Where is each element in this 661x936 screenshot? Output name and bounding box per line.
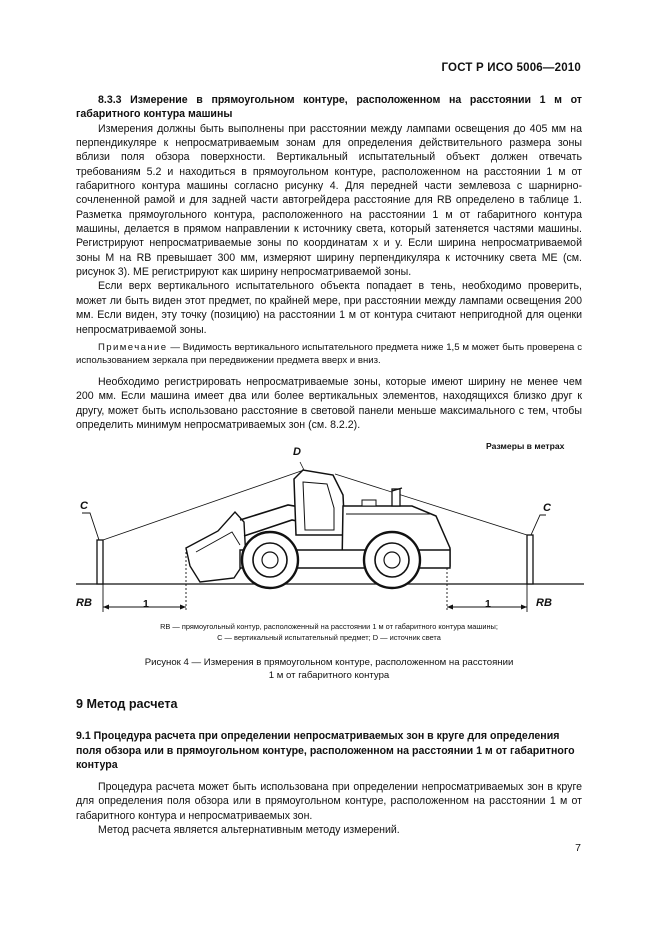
loader-cab [294,470,345,535]
light-ray-left [103,470,304,540]
page-number: 7 [575,842,581,854]
dimension-left: 1 [143,598,149,610]
paragraph: Если верх вертикального испытательного объекта попадает в тень, необходимо проверить, может ли быть виден этот предмет, по крайней мере, при расстоянии между лампами освещения 200 мм. Если виден, эту точку (позицию) на расстоянии 1 м от контура считают непригодной для оценки непросматриваемой зоны. [76,280,582,336]
section-9-1-title: 9.1 Процедура расчета при определении непросматриваемых зон в круге для определения поля обзора или в прямоугольном контуре, расположенном на расстоянии 1 м от габаритного контура [76,730,575,771]
front-wheel [242,532,298,588]
leader-c-right [531,515,546,535]
paragraph: Измерения должны быть выполнены при расстоянии между лампами освещения до 405 мм на перпендикуляре к непросматриваемым зонам для определения действительного размера зоны вблизи поля обзора поверхности. Вертикальный испытательный объект должен отвечать требованиям 5.2 и находиться в прямоугольном контуре, расположенном на расстоянии 1 м от габаритного контура машины согласно рисунку 4. Для передней части землевоза с шарнирно-сочлененной рамой и для задней части автогрейдера расстояние для RB определено в таблице 1. Разметка прямоугольного контура, расположенного на расстоянии 1 м от габаритного контура машины, делается в прямом направлении к источнику света, который затеняется частями машины. Регистрируют непросматриваемые зоны по координатам x и y. Если ширина непросматриваемой зоны M на RB превышает 300 мм, измеряют ширину перпендикуляра к источнику света ME (см. рисунок 3). ME регистрируют как ширину непросматриваемой зоны. [76,122,582,279]
section-9-1-body [76,780,582,837]
leader-d [300,462,304,470]
leader-c-left [82,513,99,540]
label-light-source: D [293,446,301,458]
label-test-object-right: C [543,502,551,514]
standard-header: ГОСТ Р ИСО 5006—2010 [441,62,581,74]
note-label: Примечание [98,341,168,353]
test-object-left [97,540,103,584]
paragraph: Метод расчета является альтернативным методу измерений. [98,824,400,837]
paragraph: Процедура расчета может быть использована при определении непросматриваемых зон в круге для определения поля обзора или в прямоугольном контуре, расположенном на расстоянии 1 м от габаритного контура и непросматриваемых зон. [76,781,582,822]
loader-bucket [186,512,246,582]
test-object-right [527,535,533,584]
label-contour-left: RB [76,597,92,609]
caption-line: 1 м от габаритного контура [268,670,390,681]
paragraph: Необходимо регистрировать непросматриваемые зоны, которые имеют ширину не менее чем 200 мм. Если машина имеет два или более вертикальных элементов, находящихся близко друг к другу, может быть использовано расстояние в световой панели меньше максимального с тем, чтобы определить минимум непросматриваемых зон (см. 8.2.2). [76,376,582,432]
label-contour-right: RB [536,597,552,609]
section-9-title: 9 Метод расчета [76,697,178,711]
legend-line: RB — прямоугольный контур, расположенный на расстоянии 1 м от габаритного контура машины; [160,622,498,631]
dimension-right: 1 [485,598,491,610]
caption-line: Рисунок 4 — Измерения в прямоугольном контуре, расположенном на расстоянии [144,657,514,668]
figure-legend [76,622,582,644]
section-title: 8.3.3 Измерение в прямоугольном контуре, расположенном на расстоянии 1 м от габаритного контура машины [76,94,582,121]
label-test-object-left: C [80,500,88,512]
rear-wheel [364,532,420,588]
note-text: — Видимость вертикального испытательного предмета ниже 1,5 м может быть проверена с использованием зеркала при передвижении предмета вверх и вниз. [76,341,582,367]
figure-caption [76,656,582,682]
units-note: Размеры в метрах [486,441,565,451]
legend-line: C — вертикальный испытательный предмет; D — источник света [217,632,441,642]
